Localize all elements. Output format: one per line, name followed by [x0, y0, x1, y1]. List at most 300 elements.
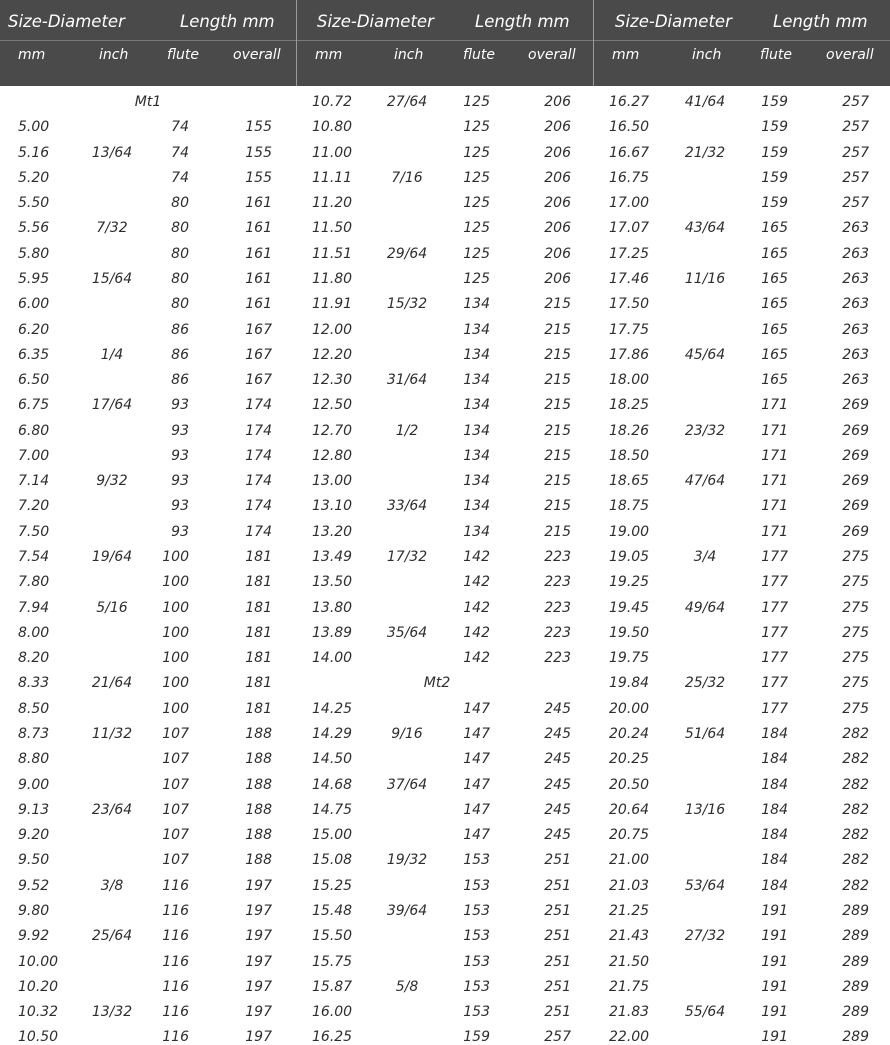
mm-cell: 13.50: [312, 574, 353, 590]
overall-cell: 206: [544, 246, 571, 262]
overall-cell: 275: [842, 600, 869, 616]
mm-cell: 13.89: [312, 625, 353, 641]
flute-cell: 100: [162, 675, 189, 691]
flute-cell: 134: [463, 524, 490, 540]
flute-cell: 80: [171, 271, 189, 287]
inch-cell: 11/32: [91, 726, 133, 742]
mm-cell: 16.25: [312, 1029, 353, 1045]
flute-cell: 125: [463, 145, 490, 161]
mm-cell: 12.00: [312, 322, 353, 338]
flute-cell: 134: [463, 397, 490, 413]
inch-cell: 5/8: [395, 979, 419, 995]
mm-cell: 9.80: [18, 903, 50, 919]
overall-cell: 181: [245, 574, 272, 590]
flute-cell: 165: [761, 296, 788, 312]
overall-cell: 245: [544, 802, 571, 818]
inch-cell: 27/64: [386, 94, 428, 110]
inch-cell: 51/64: [684, 726, 726, 742]
overall-cell: 245: [544, 751, 571, 767]
mm-heading: mm: [612, 47, 640, 63]
mm-cell: 18.25: [609, 397, 650, 413]
mm-cell: 19.05: [609, 549, 650, 565]
mm-cell: 19.45: [609, 600, 650, 616]
overall-cell: 197: [245, 1004, 272, 1020]
flute-cell: 125: [463, 271, 490, 287]
mm-cell: 7.20: [18, 498, 50, 514]
flute-cell: 165: [761, 271, 788, 287]
inch-cell: 13/64: [91, 145, 133, 161]
header-separator: [593, 0, 594, 86]
overall-cell: 245: [544, 701, 571, 717]
mm-cell: 9.00: [18, 777, 50, 793]
mm-cell: 13.80: [312, 600, 353, 616]
mm-cell: 5.95: [18, 271, 50, 287]
mm-cell: 10.50: [18, 1029, 59, 1045]
flute-cell: 116: [162, 903, 189, 919]
overall-cell: 181: [245, 675, 272, 691]
overall-cell: 197: [245, 878, 272, 894]
overall-cell: 282: [842, 777, 869, 793]
flute-cell: 165: [761, 347, 788, 363]
overall-cell: 206: [544, 195, 571, 211]
table-header: [0, 0, 890, 86]
overall-cell: 263: [842, 246, 869, 262]
mm-cell: 17.86: [609, 347, 650, 363]
section-label: Mt2: [423, 675, 451, 691]
mm-cell: 7.00: [18, 448, 50, 464]
overall-cell: 275: [842, 650, 869, 666]
overall-cell: 174: [245, 473, 272, 489]
mm-cell: 14.50: [312, 751, 353, 767]
overall-heading: overall: [528, 47, 576, 63]
flute-cell: 125: [463, 246, 490, 262]
flute-cell: 171: [761, 397, 788, 413]
flute-cell: 100: [162, 701, 189, 717]
overall-cell: 257: [842, 195, 869, 211]
overall-cell: 275: [842, 675, 869, 691]
overall-cell: 263: [842, 347, 869, 363]
overall-cell: 251: [544, 928, 571, 944]
overall-cell: 167: [245, 347, 272, 363]
mm-cell: 20.64: [609, 802, 650, 818]
flute-heading: flute: [167, 47, 200, 63]
mm-cell: 5.16: [18, 145, 50, 161]
inch-cell: 3/4: [693, 549, 717, 565]
mm-cell: 17.00: [609, 195, 650, 211]
inch-cell: 1/2: [395, 423, 419, 439]
mm-cell: 7.14: [18, 473, 50, 489]
flute-cell: 107: [162, 827, 189, 843]
mm-cell: 6.00: [18, 296, 50, 312]
mm-cell: 12.80: [312, 448, 353, 464]
flute-cell: 125: [463, 94, 490, 110]
mm-cell: 5.50: [18, 195, 50, 211]
inch-cell: 1/4: [100, 347, 124, 363]
overall-cell: 289: [842, 1004, 869, 1020]
flute-cell: 86: [171, 347, 189, 363]
overall-cell: 251: [544, 1004, 571, 1020]
flute-cell: 184: [761, 751, 788, 767]
flute-cell: 147: [463, 777, 490, 793]
inch-cell: 49/64: [684, 600, 726, 616]
mm-cell: 18.26: [609, 423, 650, 439]
overall-cell: 223: [544, 549, 571, 565]
overall-cell: 223: [544, 600, 571, 616]
overall-cell: 197: [245, 979, 272, 995]
overall-cell: 263: [842, 271, 869, 287]
inch-cell: 35/64: [386, 625, 428, 641]
overall-cell: 215: [544, 498, 571, 514]
flute-cell: 100: [162, 625, 189, 641]
mm-cell: 13.20: [312, 524, 353, 540]
flute-cell: 93: [171, 448, 189, 464]
mm-cell: 10.32: [18, 1004, 59, 1020]
flute-cell: 125: [463, 170, 490, 186]
mm-cell: 13.10: [312, 498, 353, 514]
overall-cell: 181: [245, 600, 272, 616]
mm-cell: 13.49: [312, 549, 353, 565]
inch-cell: 11/16: [684, 271, 726, 287]
overall-cell: 215: [544, 372, 571, 388]
overall-cell: 188: [245, 852, 272, 868]
overall-cell: 206: [544, 271, 571, 287]
mm-cell: 11.00: [312, 145, 353, 161]
overall-cell: 215: [544, 397, 571, 413]
mm-cell: 8.00: [18, 625, 50, 641]
flute-cell: 147: [463, 726, 490, 742]
mm-cell: 12.20: [312, 347, 353, 363]
inch-cell: 39/64: [386, 903, 428, 919]
flute-cell: 116: [162, 1029, 189, 1045]
mm-cell: 11.80: [312, 271, 353, 287]
mm-cell: 14.75: [312, 802, 353, 818]
flute-cell: 171: [761, 498, 788, 514]
flute-cell: 134: [463, 498, 490, 514]
flute-cell: 107: [162, 726, 189, 742]
mm-cell: 9.52: [18, 878, 50, 894]
mm-cell: 5.56: [18, 220, 50, 236]
overall-cell: 206: [544, 94, 571, 110]
overall-cell: 263: [842, 220, 869, 236]
mm-cell: 19.50: [609, 625, 650, 641]
overall-cell: 263: [842, 372, 869, 388]
inch-heading: inch: [394, 47, 424, 63]
flute-cell: 147: [463, 751, 490, 767]
overall-cell: 275: [842, 574, 869, 590]
inch-cell: 37/64: [386, 777, 428, 793]
header-divider: [0, 40, 890, 41]
overall-cell: 269: [842, 448, 869, 464]
inch-cell: 19/64: [91, 549, 133, 565]
flute-cell: 116: [162, 979, 189, 995]
overall-cell: 215: [544, 473, 571, 489]
length-heading: Length mm: [180, 12, 275, 31]
overall-cell: 257: [842, 170, 869, 186]
flute-cell: 74: [171, 170, 189, 186]
flute-cell: 142: [463, 625, 490, 641]
flute-cell: 159: [761, 195, 788, 211]
flute-cell: 171: [761, 524, 788, 540]
overall-cell: 167: [245, 372, 272, 388]
flute-cell: 159: [761, 170, 788, 186]
overall-cell: 269: [842, 423, 869, 439]
inch-cell: 53/64: [684, 878, 726, 894]
mm-cell: 15.50: [312, 928, 353, 944]
overall-cell: 282: [842, 878, 869, 894]
flute-cell: 159: [761, 94, 788, 110]
overall-cell: 223: [544, 625, 571, 641]
mm-cell: 5.00: [18, 119, 50, 135]
overall-cell: 181: [245, 701, 272, 717]
overall-cell: 251: [544, 852, 571, 868]
mm-cell: 14.68: [312, 777, 353, 793]
flute-cell: 153: [463, 979, 490, 995]
flute-cell: 177: [761, 600, 788, 616]
overall-cell: 245: [544, 726, 571, 742]
mm-cell: 19.00: [609, 524, 650, 540]
flute-cell: 171: [761, 423, 788, 439]
overall-cell: 206: [544, 145, 571, 161]
overall-cell: 188: [245, 827, 272, 843]
inch-cell: 17/32: [386, 549, 428, 565]
mm-cell: 16.50: [609, 119, 650, 135]
inch-cell: 21/64: [91, 675, 133, 691]
overall-cell: 282: [842, 726, 869, 742]
flute-cell: 191: [761, 954, 788, 970]
inch-cell: 13/32: [91, 1004, 133, 1020]
flute-cell: 100: [162, 549, 189, 565]
overall-cell: 206: [544, 119, 571, 135]
flute-cell: 134: [463, 296, 490, 312]
mm-cell: 16.67: [609, 145, 650, 161]
flute-cell: 191: [761, 903, 788, 919]
mm-cell: 9.13: [18, 802, 50, 818]
mm-cell: 18.75: [609, 498, 650, 514]
flute-heading: flute: [760, 47, 793, 63]
flute-cell: 74: [171, 145, 189, 161]
flute-cell: 107: [162, 802, 189, 818]
flute-cell: 107: [162, 751, 189, 767]
flute-cell: 80: [171, 220, 189, 236]
overall-cell: 206: [544, 220, 571, 236]
overall-cell: 174: [245, 397, 272, 413]
mm-cell: 17.46: [609, 271, 650, 287]
mm-cell: 10.20: [18, 979, 59, 995]
flute-cell: 177: [761, 701, 788, 717]
flute-cell: 134: [463, 372, 490, 388]
mm-cell: 12.70: [312, 423, 353, 439]
overall-cell: 215: [544, 296, 571, 312]
mm-cell: 8.20: [18, 650, 50, 666]
mm-cell: 7.54: [18, 549, 50, 565]
flute-cell: 184: [761, 827, 788, 843]
overall-cell: 269: [842, 498, 869, 514]
inch-cell: 15/64: [91, 271, 133, 287]
mm-cell: 16.27: [609, 94, 650, 110]
mm-cell: 6.35: [18, 347, 50, 363]
inch-heading: inch: [692, 47, 722, 63]
flute-cell: 171: [761, 448, 788, 464]
flute-cell: 93: [171, 423, 189, 439]
overall-cell: 181: [245, 625, 272, 641]
overall-cell: 215: [544, 347, 571, 363]
flute-cell: 177: [761, 574, 788, 590]
mm-cell: 20.50: [609, 777, 650, 793]
flute-cell: 125: [463, 195, 490, 211]
flute-cell: 116: [162, 1004, 189, 1020]
overall-cell: 181: [245, 650, 272, 666]
flute-cell: 165: [761, 220, 788, 236]
inch-cell: 43/64: [684, 220, 726, 236]
mm-cell: 18.50: [609, 448, 650, 464]
flute-cell: 147: [463, 827, 490, 843]
flute-cell: 191: [761, 1029, 788, 1045]
inch-cell: 15/32: [386, 296, 428, 312]
overall-cell: 289: [842, 979, 869, 995]
mm-cell: 16.75: [609, 170, 650, 186]
overall-cell: 251: [544, 878, 571, 894]
flute-cell: 116: [162, 928, 189, 944]
mm-cell: 11.51: [312, 246, 353, 262]
overall-heading: overall: [826, 47, 874, 63]
mm-cell: 21.50: [609, 954, 650, 970]
overall-cell: 269: [842, 473, 869, 489]
mm-cell: 11.20: [312, 195, 353, 211]
overall-cell: 282: [842, 802, 869, 818]
inch-heading: inch: [99, 47, 129, 63]
mm-cell: 21.75: [609, 979, 650, 995]
overall-cell: 161: [245, 271, 272, 287]
mm-cell: 14.25: [312, 701, 353, 717]
inch-cell: 21/32: [684, 145, 726, 161]
overall-cell: 282: [842, 751, 869, 767]
size-diameter-heading: Size-Diameter: [317, 12, 434, 31]
mm-cell: 5.80: [18, 246, 50, 262]
overall-cell: 188: [245, 726, 272, 742]
flute-cell: 116: [162, 878, 189, 894]
mm-cell: 20.24: [609, 726, 650, 742]
flute-cell: 86: [171, 322, 189, 338]
flute-cell: 147: [463, 701, 490, 717]
mm-cell: 19.84: [609, 675, 650, 691]
mm-cell: 11.50: [312, 220, 353, 236]
flute-cell: 116: [162, 954, 189, 970]
overall-cell: 197: [245, 1029, 272, 1045]
flute-cell: 134: [463, 423, 490, 439]
mm-cell: 7.94: [18, 600, 50, 616]
inch-cell: 55/64: [684, 1004, 726, 1020]
flute-cell: 93: [171, 397, 189, 413]
overall-cell: 282: [842, 827, 869, 843]
mm-cell: 9.92: [18, 928, 50, 944]
overall-cell: 251: [544, 979, 571, 995]
overall-cell: 174: [245, 423, 272, 439]
flute-cell: 153: [463, 1004, 490, 1020]
flute-cell: 165: [761, 372, 788, 388]
flute-cell: 80: [171, 195, 189, 211]
header-separator: [296, 0, 297, 86]
overall-cell: 289: [842, 1029, 869, 1045]
mm-cell: 20.00: [609, 701, 650, 717]
overall-cell: 275: [842, 549, 869, 565]
mm-cell: 8.73: [18, 726, 50, 742]
inch-cell: 27/32: [684, 928, 726, 944]
overall-cell: 289: [842, 954, 869, 970]
mm-cell: 6.80: [18, 423, 50, 439]
flute-cell: 165: [761, 322, 788, 338]
mm-heading: mm: [18, 47, 46, 63]
flute-cell: 134: [463, 322, 490, 338]
overall-cell: 215: [544, 448, 571, 464]
inch-cell: 9/16: [391, 726, 423, 742]
inch-cell: 23/64: [91, 802, 133, 818]
inch-cell: 5/16: [96, 600, 128, 616]
mm-cell: 15.87: [312, 979, 353, 995]
inch-cell: 47/64: [684, 473, 726, 489]
flute-cell: 177: [761, 650, 788, 666]
mm-cell: 9.50: [18, 852, 50, 868]
flute-cell: 125: [463, 119, 490, 135]
overall-heading: overall: [233, 47, 281, 63]
mm-cell: 6.20: [18, 322, 50, 338]
mm-cell: 11.91: [312, 296, 353, 312]
flute-cell: 171: [761, 473, 788, 489]
size-diameter-heading: Size-Diameter: [8, 12, 125, 31]
flute-cell: 107: [162, 777, 189, 793]
flute-cell: 125: [463, 220, 490, 236]
flute-cell: 184: [761, 852, 788, 868]
mm-cell: 20.25: [609, 751, 650, 767]
overall-cell: 197: [245, 928, 272, 944]
flute-cell: 191: [761, 928, 788, 944]
flute-cell: 177: [761, 675, 788, 691]
mm-cell: 15.75: [312, 954, 353, 970]
mm-cell: 11.11: [312, 170, 353, 186]
flute-cell: 153: [463, 878, 490, 894]
flute-cell: 93: [171, 524, 189, 540]
mm-cell: 21.83: [609, 1004, 650, 1020]
inch-cell: 45/64: [684, 347, 726, 363]
mm-cell: 21.00: [609, 852, 650, 868]
overall-cell: 161: [245, 195, 272, 211]
inch-cell: 7/16: [391, 170, 423, 186]
mm-cell: 10.80: [312, 119, 353, 135]
mm-cell: 15.25: [312, 878, 353, 894]
mm-cell: 12.30: [312, 372, 353, 388]
flute-cell: 93: [171, 498, 189, 514]
mm-cell: 10.00: [18, 954, 59, 970]
mm-cell: 21.25: [609, 903, 650, 919]
overall-cell: 174: [245, 498, 272, 514]
flute-cell: 159: [761, 145, 788, 161]
mm-cell: 5.20: [18, 170, 50, 186]
flute-cell: 100: [162, 574, 189, 590]
mm-cell: 7.80: [18, 574, 50, 590]
overall-cell: 155: [245, 119, 272, 135]
mm-cell: 9.20: [18, 827, 50, 843]
mm-cell: 21.43: [609, 928, 650, 944]
overall-cell: 215: [544, 322, 571, 338]
overall-cell: 245: [544, 827, 571, 843]
mm-cell: 15.00: [312, 827, 353, 843]
flute-cell: 153: [463, 903, 490, 919]
flute-heading: flute: [463, 47, 496, 63]
flute-cell: 147: [463, 802, 490, 818]
mm-heading: mm: [315, 47, 343, 63]
inch-cell: 25/32: [684, 675, 726, 691]
inch-cell: 17/64: [91, 397, 133, 413]
mm-cell: 21.03: [609, 878, 650, 894]
